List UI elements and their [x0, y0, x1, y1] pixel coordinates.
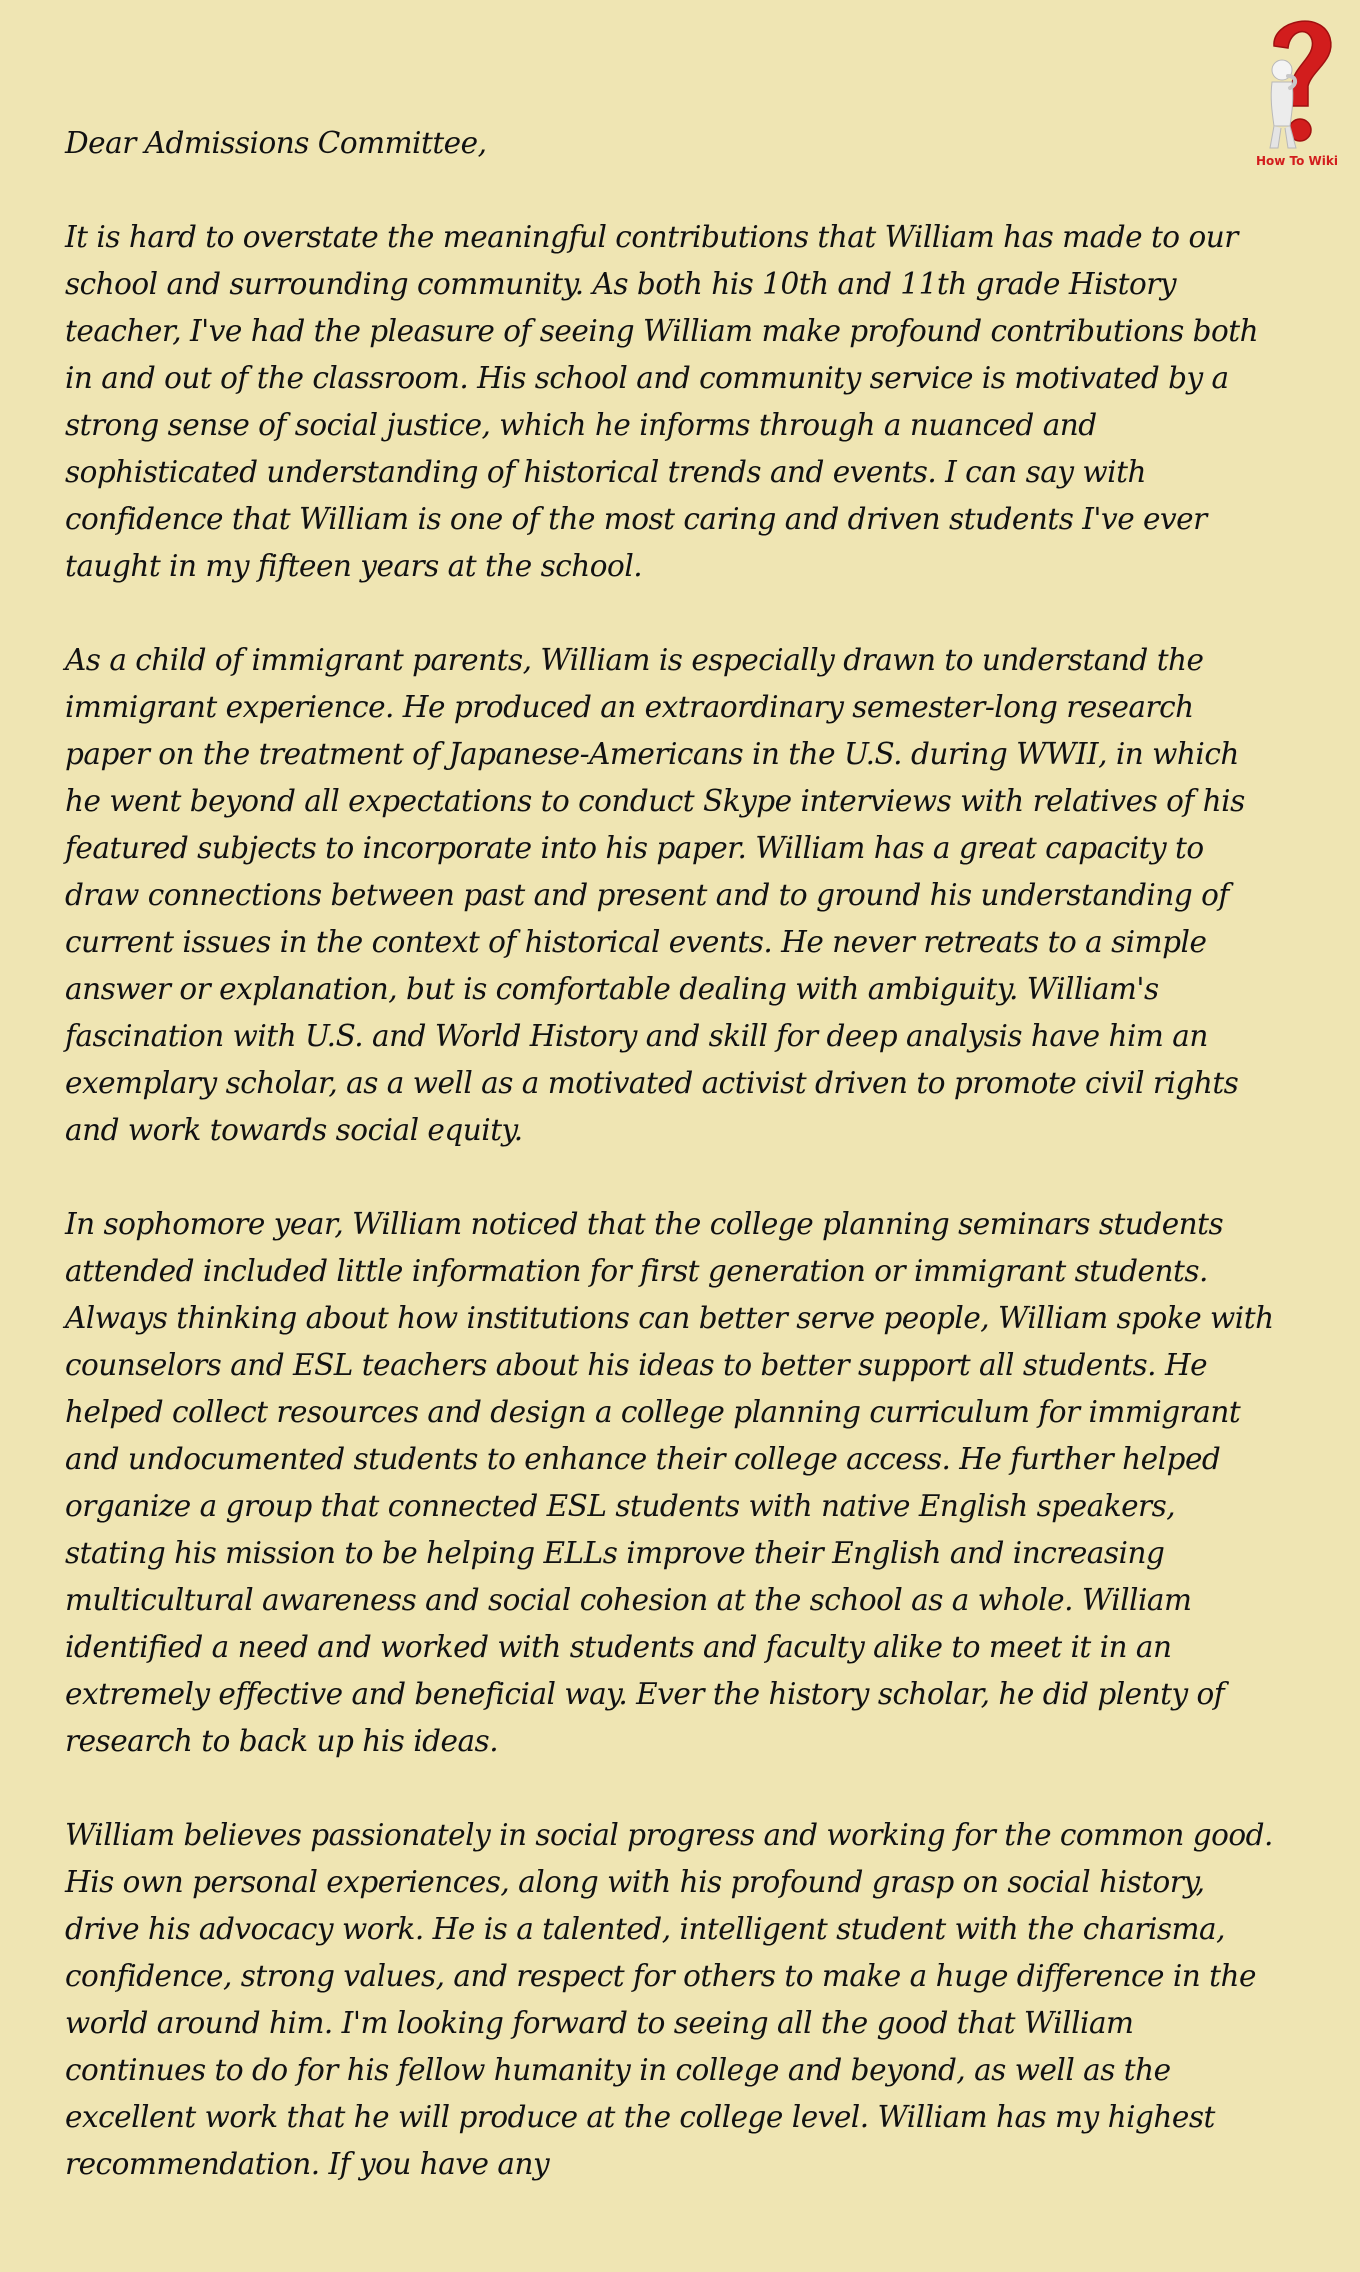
logo-label: How To Wiki: [1255, 154, 1338, 168]
paragraph-3: In sophomore year, William noticed that the college planning seminars students attended included little information for first generation or immigrant students. Always thinking about how institutions can better serve people, William spoke with counselors and ESL teachers about his ideas to better support all students. He helped collect resources and design a college planning curriculum for immigrant and undocumented students to enhance their college access. He further helped organize a group that connected ESL students with native English speakers, stating his mission to be helping ELLs improve their English and increasing multicultural awareness and social cohesion at the school as a whole. William identified a need and worked with students and faculty alike to meet it in an extremely effective and beneficial way. Ever the history scholar, he did plenty of research to back up his ideas.: [65, 1207, 1274, 1758]
paragraph-2: As a child of immigrant parents, William is especially drawn to understand the immigrant experience. He produced an extraordinary semester-long research paper on the treatment of Japanese-Americans in the U.S. during WWII, in which he went beyond all expectations to conduct Skype interviews with relatives of his featured subjects to incorporate into his paper. William has a great capacity to draw connections between past and present and to ground his understanding of current issues in the context of historical events. He never retreats to a simple answer or explanation, but is comfortable dealing with ambiguity. William's fascination with U.S. and World History and skill for deep analysis have him an exemplary scholar, as a well as a motivated activist driven to promote civil rights and work towards social equity.: [65, 643, 1245, 1147]
paragraph-1: It is hard to overstate the meaningful contributions that William has made to our school and surrounding community. As both his 10th and 11th grade History teacher, I've had the pleasure of seeing William make profound contributions both in and out of the classroom. His school and community service is motivated by a strong sense of social justice, which he informs through a nuanced and sophisticated understanding of historical trends and events. I can say with confidence that William is one of the most caring and driven students I've ever taught in my fifteen years at the school.: [65, 220, 1259, 583]
recommendation-letter: [65, 120, 1280, 2181]
paragraph-4: William believes passionately in social progress and working for the common good. His own personal experiences, along with his profound grasp on social history, drive his advocacy work. He is a talented, intelligent student with the charisma, confidence, strong values, and respect for others to make a huge difference in the world around him. I'm looking forward to seeing all the good that William continues to do for his fellow humanity in college and beyond, as well as the excellent work that he will produce at the college level. William has my highest recommendation. If you have any: [65, 1818, 1273, 2181]
salutation: Dear Admissions Committee,: [65, 126, 487, 160]
